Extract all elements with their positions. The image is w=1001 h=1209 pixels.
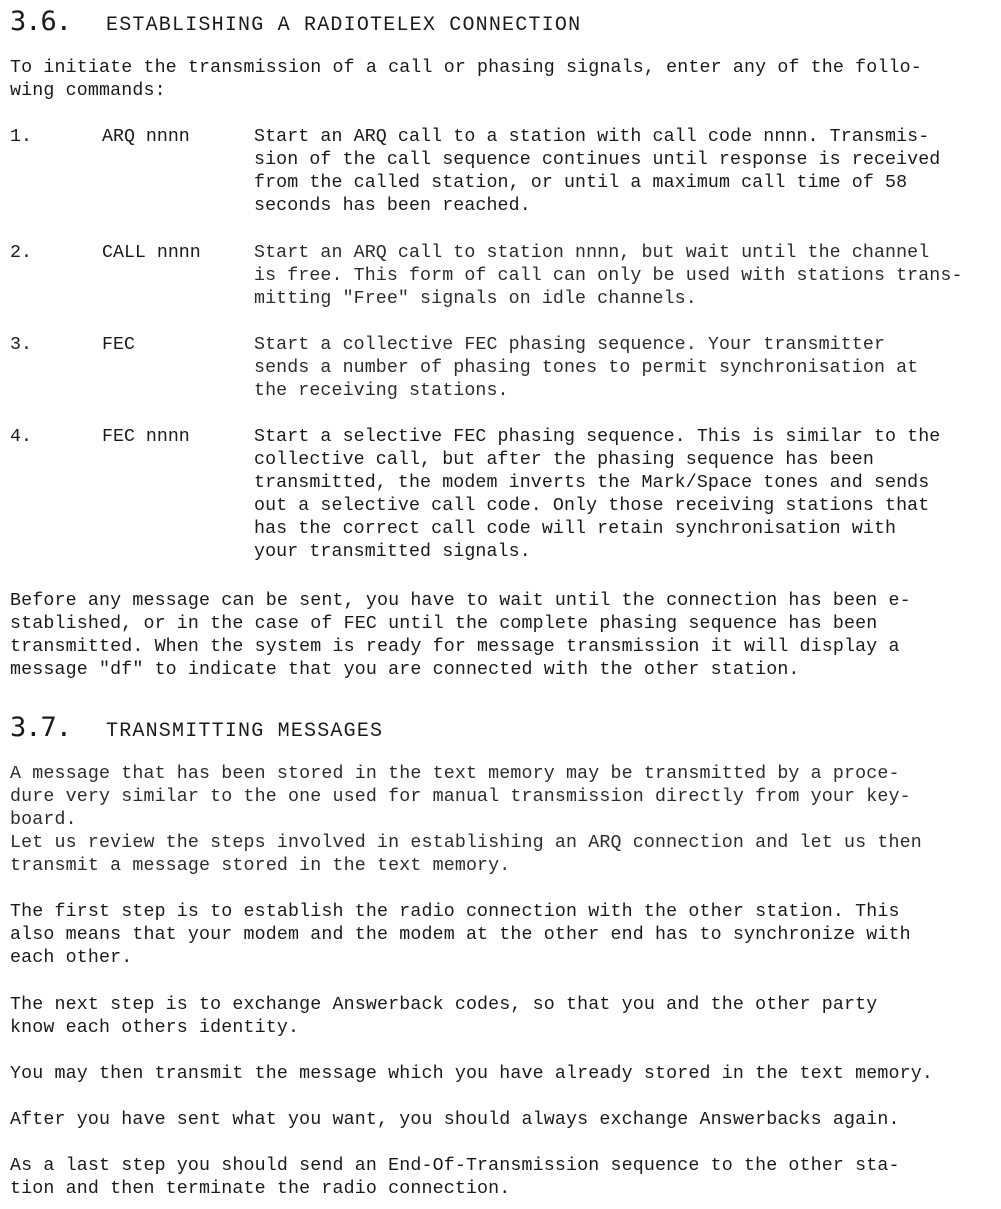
command-item [0,126,1001,218]
command-item [0,334,1001,403]
command-item [0,242,1001,311]
section-heading-3-7 [10,712,383,743]
command-text: CALL nnnn [102,243,201,263]
command-description: Start a selective FEC phasing sequence. This is similar to the collective call, but after the phasing sequence has been transmitted, the modem inverts the Mark/Space tones and sends out a selective call code. Only those receiving stations that has the correct call code will retain synchronisation with your transmitted signals. [254,427,941,562]
body-paragraph: The first step is to establish the radio connection with the other station. This also means that your modem and the modem at the other end has to synchronize with each other. [10,902,911,968]
item-number: 3. [10,335,32,355]
section-number: 3.7. [10,712,72,743]
item-number: 1. [10,127,32,147]
section-number: 3.6. [10,6,72,37]
closing-paragraph: Before any message can be sent, you have to wait until the connection has been e- stablished, or in the case of FEC until the complete phasing sequence has been transmitted. When the system is ready for message transmission it will display a message "df" to indicate that you are connected with the other station. [10,591,911,680]
section-title: TRANSMITTING MESSAGES [106,720,384,743]
command-description: Start an ARQ call to station nnnn, but wait until the channel is free. This form of call can only be used with stations trans- mitting "Free" signals on idle channels. [254,243,963,309]
body-paragraph: As a last step you should send an End-Of-Transmission sequence to the other sta- tion and then terminate the radio connection. [10,1156,900,1199]
section-heading-3-6 [10,6,581,37]
item-number: 4. [10,427,32,447]
body-paragraph: After you have sent what you want, you should always exchange Answerbacks again. [10,1110,900,1130]
command-description: Start an ARQ call to a station with call code nnnn. Transmis- sion of the call sequence continues until response is received from the called station, or until a maximum call time of 58 seconds has been reached. [254,127,941,216]
command-item [0,426,1001,564]
body-paragraph: A message that has been stored in the text memory may be transmitted by a proce- dure very similar to the one used for manual transmission directly from your key- board. Let us review the steps involved in establishing an ARQ connection and let us then transmit a message stored in the text memory. [10,764,922,876]
section-title: ESTABLISHING A RADIOTELEX CONNECTION [106,14,582,37]
intro-paragraph: To initiate the transmission of a call or phasing signals, enter any of the follo- wing commands: [10,58,922,101]
body-paragraph: The next step is to exchange Answerback codes, so that you and the other party know each others identity. [10,995,878,1038]
body-paragraph: You may then transmit the message which you have already stored in the text memory. [10,1064,934,1084]
command-text: FEC [102,335,135,355]
command-description: Start a collective FEC phasing sequence. Your transmitter sends a number of phasing tones to permit synchronisation at the receiving stations. [254,335,919,401]
item-number: 2. [10,243,32,263]
command-text: FEC nnnn [102,427,190,447]
command-text: ARQ nnnn [102,127,190,147]
